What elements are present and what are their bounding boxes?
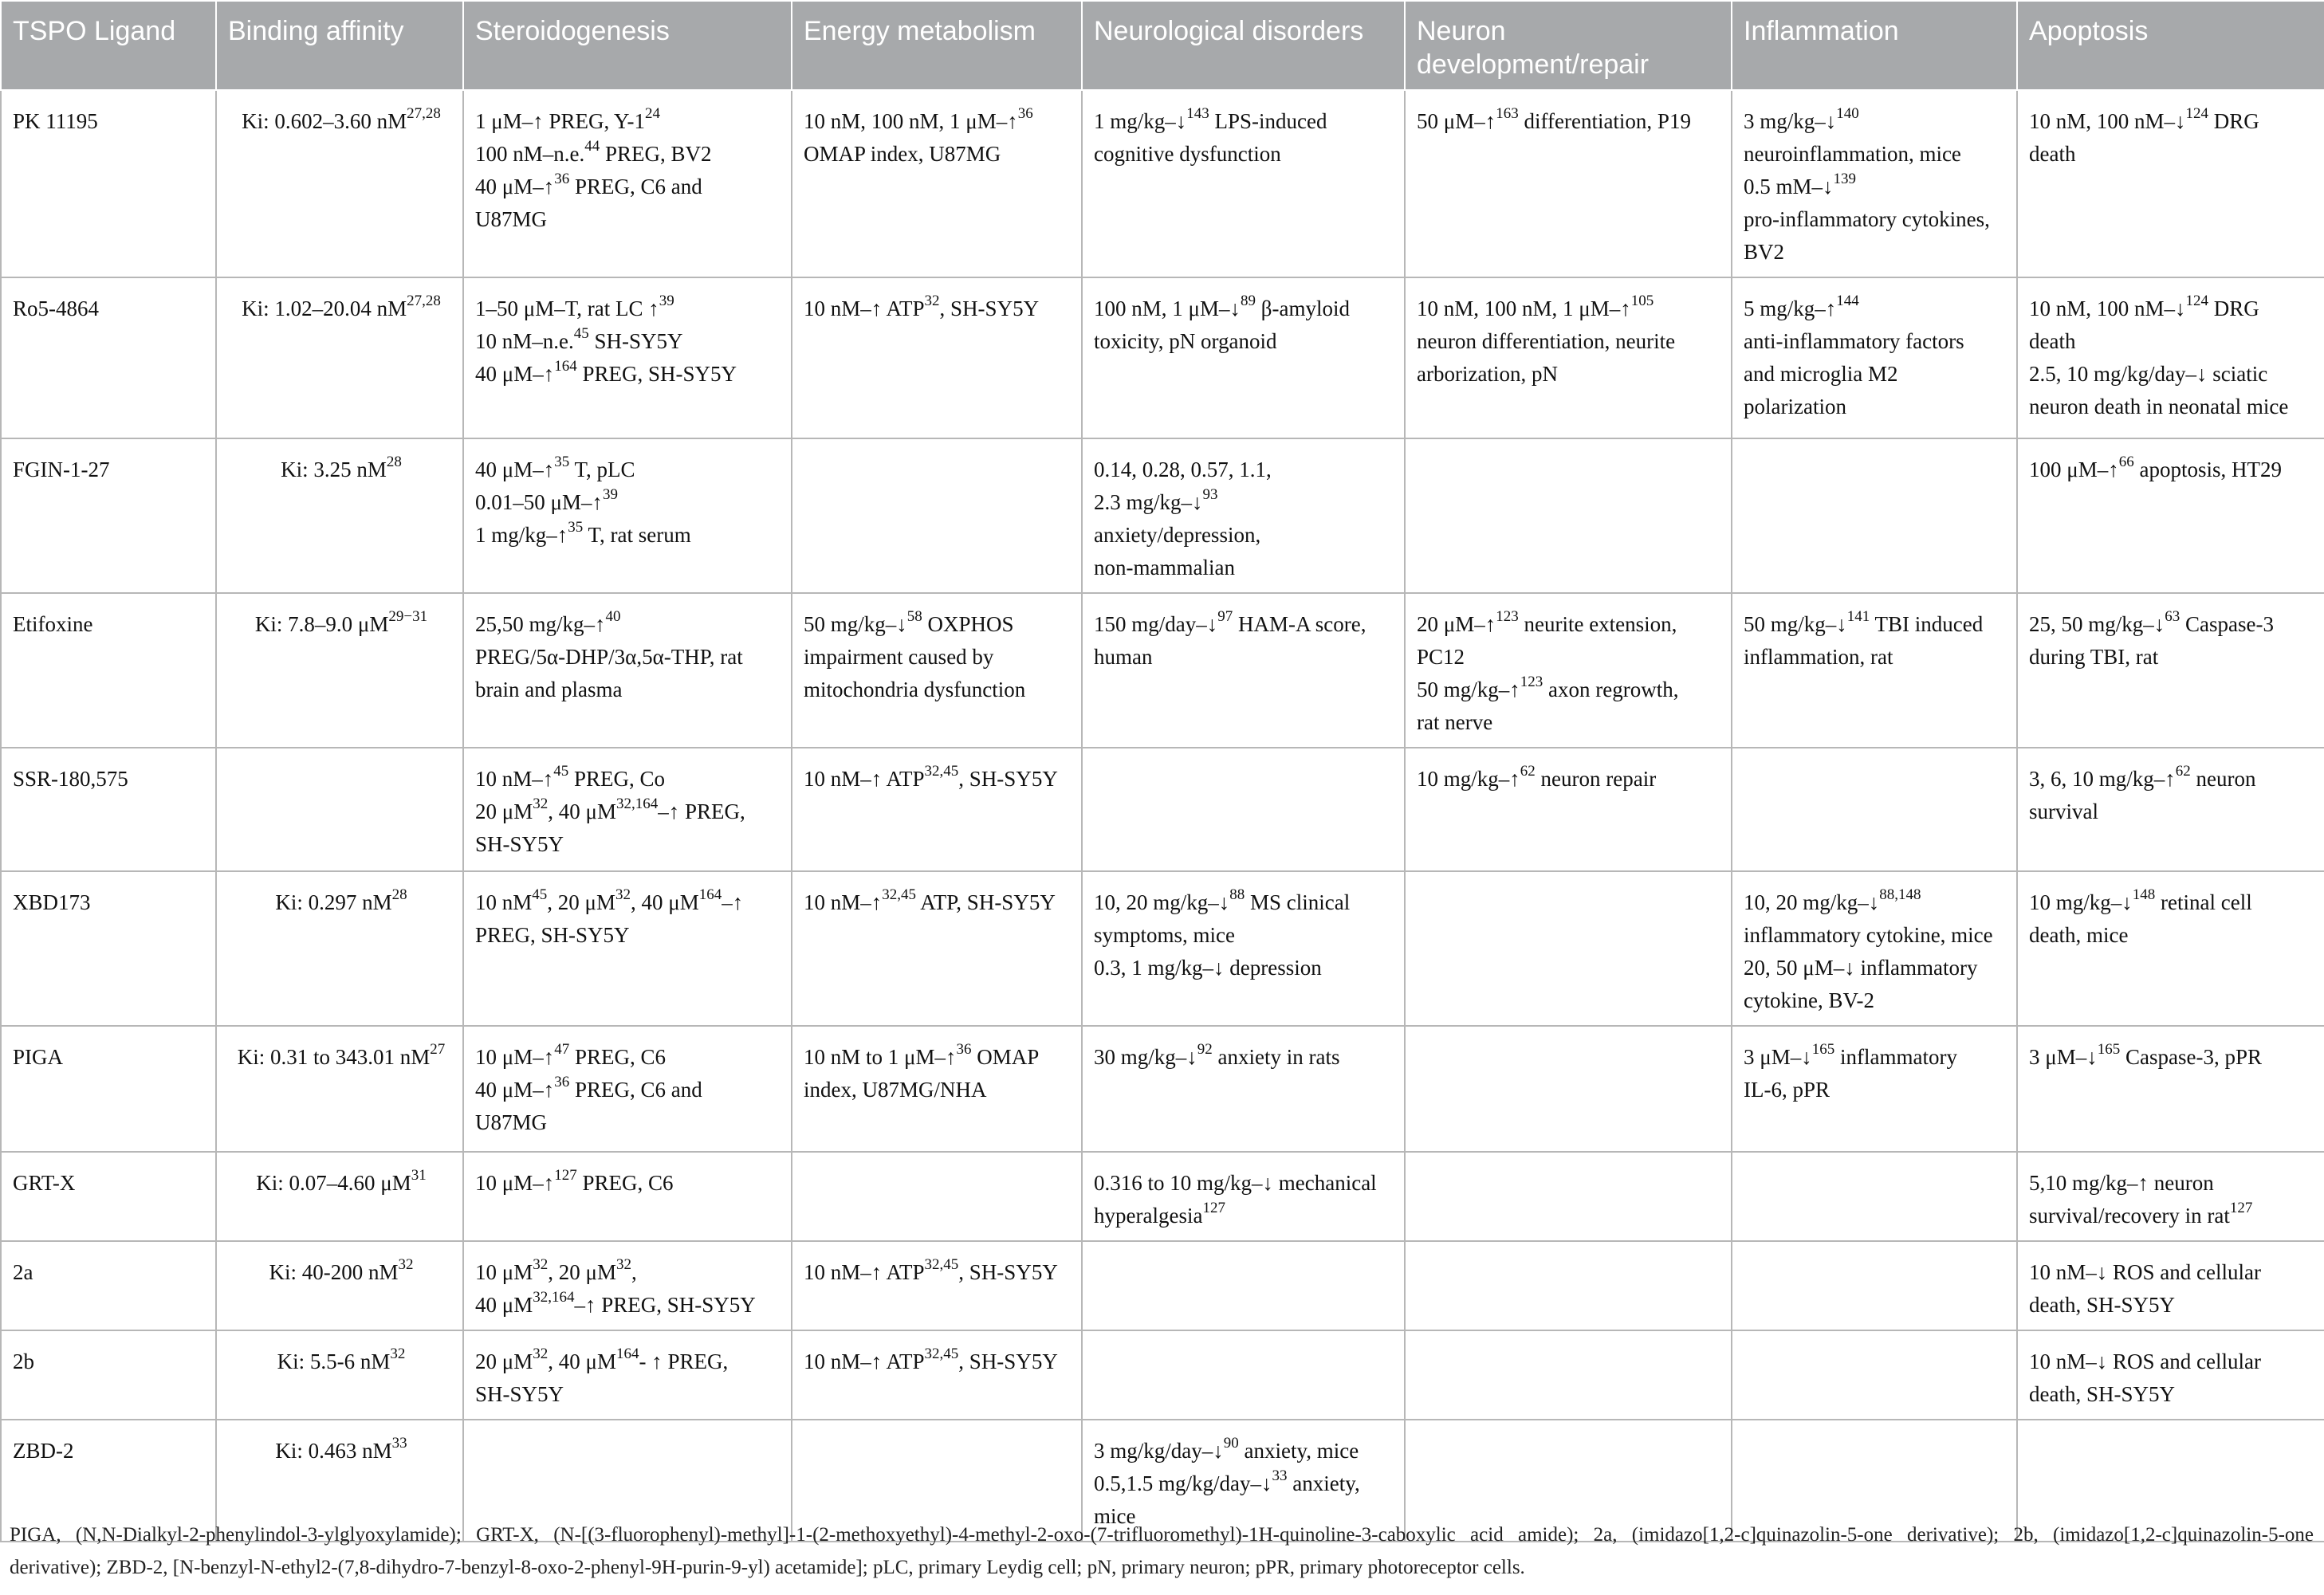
cell-inflammation (1732, 1026, 2017, 1152)
header-steroidogenesis: Steroidogenesis (463, 1, 792, 90)
cell-inflammation (1732, 748, 2017, 871)
cell-neurological-disorders (1082, 1241, 1405, 1330)
table-row (1, 277, 2324, 438)
header-apoptosis: Apoptosis (2017, 1, 2324, 90)
cell-line: 20, 50 μM–↓ inflammatory (1744, 956, 1978, 980)
cell-line: 10 nM–↑$^{45}$ PREG, Co (475, 763, 666, 791)
cell-apoptosis (2017, 593, 2324, 748)
cell-line: 10 nM–↓ ROS and cellular (2029, 1349, 2261, 1373)
cell-line: anxiety/depression, (1094, 523, 1261, 547)
table-row (1, 1026, 2324, 1152)
cell-neuron-development (1405, 1330, 1732, 1420)
cell-line: 1 μM–↑ PREG, $Y-1^{24}$ (475, 105, 660, 133)
header-inflammation: Inflammation (1732, 1, 2017, 90)
cell-steroidogenesis (463, 871, 792, 1026)
cell-neuron-development (1405, 593, 1732, 748)
cell-energy-metabolism (792, 748, 1082, 871)
cell-line: OMAP index, U87MG (804, 142, 1001, 166)
cell-line: 50 mg/kg–↓$^{58}$ OXPHOS (804, 608, 1014, 636)
header-tspo-ligand: TSPO Ligand (1, 1, 216, 90)
cell-inflammation (1732, 1330, 2017, 1420)
cell-neurological-disorders (1082, 871, 1405, 1026)
cell-neurological-disorders (1082, 277, 1405, 438)
cell-line: and microglia M2 (1744, 362, 1898, 386)
cell-line: 10 nM, 100 nM, 1 μM–↑$^{105}$ (1417, 293, 1654, 320)
cell-steroidogenesis (463, 1330, 792, 1420)
cell-binding-affinity: Ki: 0.463 $nM^{33}$ (216, 1420, 463, 1542)
cell-line: 30 mg/kg–↓$^{92}$ anxiety in rats (1094, 1041, 1340, 1069)
cell-apoptosis (2017, 277, 2324, 438)
cell-inflammation (1732, 593, 2017, 748)
cell-binding-affinity: Ki: 0.31 to 343.01 $nM^{27}$ (216, 1026, 463, 1152)
cell-line: 10 nM, 100 nM–↓$^{124}$ DRG (2029, 293, 2259, 320)
cell-line: PC12 (1417, 645, 1465, 669)
cell-neuron-development (1405, 1241, 1732, 1330)
cell-line: 3 mg/kg/day–↓$^{90}$ anxiety, mice (1094, 1435, 1359, 1463)
cell-binding-affinity: Ki: 1.02–20.04 nM$^{27,28}$ (216, 277, 463, 438)
cell-line: 40 μM$^{32,164}$–↑ PREG, SH-SY5Y (475, 1289, 756, 1317)
cell-neuron-development (1405, 1026, 1732, 1152)
cell-inflammation (1732, 90, 2017, 277)
table-footnote: PIGA, (N,N-Dialkyl-2-phenylindol-3-ylglyoxylamide); GRT-X, (N-[(3-fluorophenyl)-methyl]-1-(2-methoxyethyl)-4-methyl-2-oxo-(7-trifluoromethyl)-1H-quinoline-3-caboxylic acid amide); 2a, (imidazo[1,2-c]quinazolin-5-one derivative); 2b, (imidazo[1,2-c]quinazolin-5-one derivative); ZBD-2, [N-benzyl-N-ethyl2-(7,8-dihydro-7-benzyl-8-oxo-2-phenyl-9H-purin-9-yl) acetamide]; pLC, primary Leydig cell; pN, primary neuron; pPR, primary photoreceptor cells. (10, 1524, 2314, 1578)
cell-neuron-development (1405, 871, 1732, 1026)
table-row (1, 1330, 2324, 1420)
cell-steroidogenesis (463, 748, 792, 871)
cell-line: cognitive dysfunction (1094, 142, 1281, 166)
cell-ligand: PIGA (1, 1026, 216, 1152)
cell-line: 10 $\mu M^{32}$, 20 $\mu M^{32}$, (475, 1256, 637, 1284)
cell-line: hyperalgesia$^{127}$ (1094, 1200, 1225, 1228)
cell-line: 100 nM, 1 μM–↓$^{89}$ β-amyloid (1094, 293, 1350, 320)
cell-inflammation (1732, 277, 2017, 438)
cell-line: 20 $\mu M^{32}$, 40 μM$^{32,164}$–↑ PREG, (475, 796, 745, 823)
cell-apoptosis (2017, 1330, 2324, 1420)
cell-line: 2.5, 10 mg/kg/day–↓ sciatic (2029, 362, 2268, 386)
cell-neurological-disorders (1082, 90, 1405, 277)
cell-line: 100 μM–↑$^{66}$ apoptosis, HT29 (2029, 454, 2282, 481)
cell-line: 20 $\mu M^{32}$, 40 $\mu M^{164}-$ ↑ PREG, (475, 1346, 729, 1373)
table-row (1, 1152, 2324, 1241)
cell-neuron-development (1405, 1152, 1732, 1241)
cell-line: index, U87MG/NHA (804, 1078, 987, 1102)
cell-line: inflammatory cytokine, mice (1744, 923, 1993, 947)
table-row (1, 748, 2324, 871)
cell-line: 10, 20 mg/kg–↓$^{88,148}$ (1744, 886, 1921, 914)
cell-ligand: ZBD-2 (1, 1420, 216, 1542)
cell-line: 3 μM–↓$^{165}$ Caspase-3, pPR (2029, 1041, 2262, 1069)
cell-line: non-mammalian (1094, 556, 1235, 579)
cell-binding-affinity: Ki: 0.07–4.60 $\mu M^{31}$ (216, 1152, 463, 1241)
table-row (1, 1241, 2324, 1330)
cell-binding-affinity: Ki: 7.8–9.0 $\mu M^{29-31}$ (216, 593, 463, 748)
cell-line: 40 μM–↑$^{35}$ T, pLC (475, 454, 635, 481)
cell-line: 10 $nM^{45}$, 20 $\mu M^{32}$, 40 $\mu M^{164}-↑$ (475, 886, 744, 914)
cell-line: 150 mg/day–↓$^{97}$ HAM-A score, (1094, 608, 1366, 636)
cell-line: 5,10 mg/kg–↑ neuron (2029, 1171, 2214, 1195)
cell-neurological-disorders (1082, 1152, 1405, 1241)
cell-line: polarization (1744, 395, 1846, 418)
table-row (1, 593, 2324, 748)
cell-neurological-disorders (1082, 1026, 1405, 1152)
cell-line: 5 mg/kg–↑$^{144}$ (1744, 293, 1859, 320)
cell-line: 3 μM–↓$^{165}$ inflammatory (1744, 1041, 1957, 1069)
cell-line: impairment caused by (804, 645, 994, 669)
cell-ligand: Etifoxine (1, 593, 216, 748)
cell-line: SH-SY5Y (475, 832, 564, 856)
cell-line: neuron differentiation, neurite (1417, 329, 1676, 353)
table-row (1, 90, 2324, 277)
cell-steroidogenesis (463, 438, 792, 593)
cell-binding-affinity: Ki: 40-200 $nM^{32}$ (216, 1241, 463, 1330)
cell-steroidogenesis (463, 277, 792, 438)
cell-line: BV2 (1744, 240, 1785, 264)
cell-energy-metabolism (792, 1330, 1082, 1420)
cell-apoptosis (2017, 1152, 2324, 1241)
header-neuron-development-repair: Neuron development/repair (1405, 1, 1732, 90)
cell-line: U87MG (475, 207, 548, 231)
cell-line: 25, 50 mg/kg–↓$^{63}$ Caspase-3 (2029, 608, 2274, 636)
cell-line: 10 nM, 100 nM–↓$^{124}$ DRG (2029, 105, 2259, 133)
cell-line: 1 mg/kg–↓$^{143}$ LPS-induced (1094, 105, 1327, 133)
cell-line: symptoms, mice (1094, 923, 1235, 947)
cell-energy-metabolism (792, 1241, 1082, 1330)
cell-ligand: 2b (1, 1330, 216, 1420)
cell-energy-metabolism (792, 593, 1082, 748)
cell-line: arborization, pN (1417, 362, 1558, 386)
cell-neurological-disorders (1082, 593, 1405, 748)
cell-inflammation (1732, 871, 2017, 1026)
header-row (1, 1, 2324, 90)
cell-binding-affinity: Ki: 3.25 $nM^{28}$ (216, 438, 463, 593)
cell-line: 10, 20 mg/kg–↓$^{88}$ MS clinical (1094, 886, 1351, 914)
table-row (1, 438, 2324, 593)
cell-ligand: Ro5-4864 (1, 277, 216, 438)
cell-energy-metabolism (792, 277, 1082, 438)
cell-line: 10 nM–↑$^{32,45}$ ATP, SH-SY5Y (804, 886, 1056, 914)
cell-line: 10 nM–↑ ATP$^{32,45}$, SH-SY5Y (804, 1346, 1058, 1373)
cell-neuron-development (1405, 90, 1732, 277)
cell-binding-affinity: Ki: 0.297 $nM^{28}$ (216, 871, 463, 1026)
cell-line: death, SH-SY5Y (2029, 1293, 2175, 1317)
cell-line: neuron death in neonatal mice (2029, 395, 2289, 418)
cell-ligand: PK 11195 (1, 90, 216, 277)
cell-line: 10 nM–↑ ATP$^{32}$, SH-SY5Y (804, 293, 1040, 320)
cell-line: 10 nM–↓ ROS and cellular (2029, 1260, 2261, 1284)
cell-inflammation (1732, 1152, 2017, 1241)
cell-line: 3, 6, 10 mg/kg–↑$^{62}$ neuron (2029, 763, 2256, 791)
cell-apoptosis (2017, 1026, 2324, 1152)
cell-line: 40 μM–↑$^{164}$ PREG, SH-SY5Y (475, 358, 737, 386)
cell-steroidogenesis (463, 1241, 792, 1330)
cell-inflammation (1732, 438, 2017, 593)
cell-energy-metabolism (792, 438, 1082, 593)
cell-line: 10 μM–↑$^{47}$ PREG, C6 (475, 1041, 667, 1069)
cell-line: 10 nM to 1 μM–↑$^{36}$ OMAP (804, 1041, 1040, 1069)
cell-steroidogenesis (463, 1152, 792, 1241)
cell-line: anti-inflammatory factors (1744, 329, 1964, 353)
cell-neuron-development (1405, 277, 1732, 438)
cell-line: 1–50 μM–T, rat LC ↑$^{39}$ (475, 293, 674, 320)
cell-line: SH-SY5Y (475, 1382, 564, 1406)
cell-line: U87MG (475, 1110, 548, 1134)
header-neurological-disorders: Neurological disorders (1082, 1, 1405, 90)
cell-line: 50 mg/kg–↓$^{141}$ TBI induced (1744, 608, 1984, 636)
cell-line: 10 nM–n.e.$^{45}$ SH-SY5Y (475, 325, 683, 353)
cell-apoptosis (2017, 748, 2324, 871)
cell-line: IL-6, pPR (1744, 1078, 1830, 1102)
cell-line: mitochondria dysfunction (804, 678, 1026, 701)
cell-line: 10 nM, 100 nM, 1 μM–↑$^{36}$ (804, 105, 1033, 133)
cell-line: 0.3, 1 mg/kg–↓ depression (1094, 956, 1322, 980)
cell-line: death (2029, 142, 2076, 166)
cell-line: 0.5 mM–↓$^{139}$ (1744, 171, 1857, 198)
cell-ligand: FGIN-1-27 (1, 438, 216, 593)
cell-apoptosis (2017, 1241, 2324, 1330)
cell-line: 0.14, 0.28, 0.57, 1.1, (1094, 458, 1272, 481)
cell-ligand: SSR-180,575 (1, 748, 216, 871)
cell-neuron-development (1405, 438, 1732, 593)
cell-line: 1 mg/kg–↑$^{35}$ T, rat serum (475, 519, 691, 547)
cell-line: 40 μM–↑$^{36}$ PREG, C6 and (475, 171, 702, 198)
cell-ligand: GRT-X (1, 1152, 216, 1241)
cell-line: 20 μM–↑$^{123}$ neurite extension, (1417, 608, 1677, 636)
cell-line: 10 mg/kg–↑$^{62}$ neuron repair (1417, 763, 1657, 791)
cell-line: death (2029, 329, 2076, 353)
cell-inflammation (1732, 1241, 2017, 1330)
cell-binding-affinity: Ki: 0.602–3.60 nM$^{27,28}$ (216, 90, 463, 277)
cell-energy-metabolism (792, 1152, 1082, 1241)
cell-line: 3 mg/kg–↓$^{140}$ (1744, 105, 1859, 133)
cell-binding-affinity (216, 748, 463, 871)
cell-apoptosis (2017, 871, 2324, 1026)
cell-line: survival (2029, 799, 2098, 823)
cell-line: 10 mg/kg–↓$^{148}$ retinal cell (2029, 886, 2252, 914)
cell-line: 0.5,1.5 mg/kg/day–↓$^{33}$ anxiety, (1094, 1467, 1360, 1495)
cell-line: toxicity, pN organoid (1094, 329, 1277, 353)
cell-line: rat nerve (1417, 710, 1493, 734)
cell-energy-metabolism (792, 1026, 1082, 1152)
cell-line: 40 μM–↑$^{36}$ PREG, C6 and (475, 1074, 702, 1102)
cell-energy-metabolism (792, 90, 1082, 277)
cell-energy-metabolism (792, 871, 1082, 1026)
cell-line: PREG, SH-SY5Y (475, 923, 630, 947)
cell-line: survival/recovery in rat$^{127}$ (2029, 1200, 2253, 1228)
cell-line: 10 nM–↑ ATP$^{32,45}$, SH-SY5Y (804, 763, 1058, 791)
header-energy-metabolism: Energy metabolism (792, 1, 1082, 90)
cell-line: 25,50 mg/kg–↑$^{40}$ (475, 608, 621, 636)
cell-neurological-disorders (1082, 438, 1405, 593)
cell-steroidogenesis (463, 1026, 792, 1152)
cell-ligand: 2a (1, 1241, 216, 1330)
cell-line: 2.3 mg/kg–↓$^{93}$ (1094, 486, 1218, 514)
cell-neurological-disorders (1082, 1330, 1405, 1420)
cell-line: pro-inflammatory cytokines, (1744, 207, 1990, 231)
cell-line: 50 μM–↑$^{163}$ differentiation, P19 (1417, 105, 1691, 133)
header-binding-affinity: Binding affinity (216, 1, 463, 90)
cell-line: death, mice (2029, 923, 2129, 947)
cell-line: neuroinflammation, mice (1744, 142, 1961, 166)
cell-line: 10 μM–↑$^{127}$ PREG, C6 (475, 1167, 674, 1195)
cell-steroidogenesis (463, 593, 792, 748)
cell-line: during TBI, rat (2029, 645, 2159, 669)
cell-line: 100 nM–n.e.$^{44}$ PREG, BV2 (475, 138, 712, 166)
cell-apoptosis (2017, 438, 2324, 593)
cell-line: inflammation, rat (1744, 645, 1893, 669)
cell-line: 0.01–50 μM–↑$^{39}$ (475, 486, 618, 514)
table-row (1, 871, 2324, 1026)
cell-line: human (1094, 645, 1153, 669)
cell-steroidogenesis (463, 90, 792, 277)
cell-line: 50 mg/kg–↑$^{123}$ axon regrowth, (1417, 674, 1679, 701)
cell-ligand: XBD173 (1, 871, 216, 1026)
cell-binding-affinity: Ki: 5.5-6 $nM^{32}$ (216, 1330, 463, 1420)
cell-neurological-disorders (1082, 748, 1405, 871)
cell-line: 0.316 to 10 mg/kg–↓ mechanical (1094, 1171, 1377, 1195)
cell-line: death, SH-SY5Y (2029, 1382, 2175, 1406)
cell-line: cytokine, BV-2 (1744, 988, 1874, 1012)
cell-neuron-development (1405, 748, 1732, 871)
cell-apoptosis (2017, 90, 2324, 277)
cell-line: 10 nM–↑ ATP$^{32,45}$, SH-SY5Y (804, 1256, 1058, 1284)
cell-line: brain and plasma (475, 678, 623, 701)
cell-line: mice (1094, 1504, 1136, 1528)
cell-line: PREG/5α-DHP/3α,5α-THP, rat (475, 645, 743, 669)
